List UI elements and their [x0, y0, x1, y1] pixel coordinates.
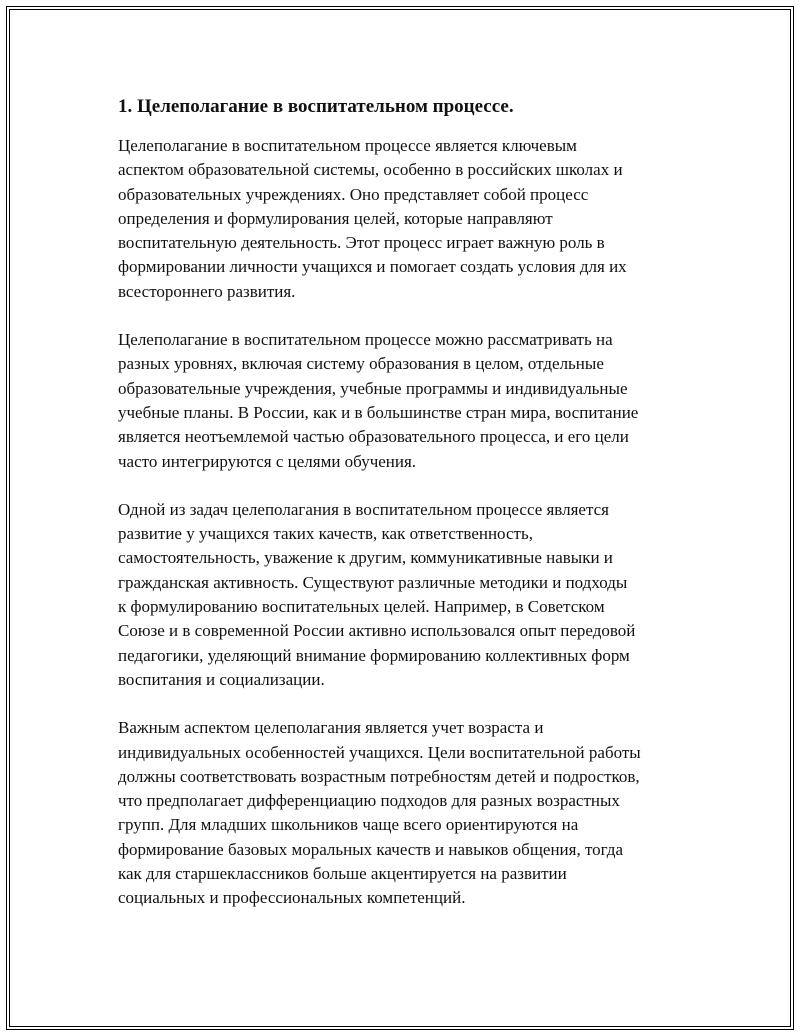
section-title: 1. Целеполагание в воспитательном процессе.: [118, 96, 514, 117]
paragraph-1: Целеполагание в воспитательном процессе является ключевым аспектом образовательной системы, особенно в российских школах и образовательных учреждениях. Оно представляет собой процесс определения и формулирования целей, которые направляют воспитательную деятельность. Этот процесс играет важную роль в формировании личности учащихся и помогает создать условия для их всестороннего развития.: [118, 136, 627, 301]
paragraph-3: Одной из задач целеполагания в воспитательном процессе является развитие у учащихся таких качеств, как ответственность, самостоятельность, уважение к другим, коммуникативные навыки и гражданская активность. Существуют различные методики и подходы к формулированию воспитательных целей. Например, в Советском Союзе и в современной России активно использовался опыт передовой педагогики, уделяющий внимание формированию коллективных форм воспитания и социализации.: [118, 499, 636, 689]
paragraph-2: Целеполагание в воспитательном процессе можно рассматривать на разных уровнях, включая систему образования в целом, отдельные образовательные учреждения, учебные программы и индивидуальные учебные планы. В России, как и в большинстве стран мира, воспитание является неотъемлемой частью образовательного процесса, и его цели часто интегрируются с целями обучения.: [118, 330, 639, 471]
document-body: [118, 92, 698, 935]
paragraph-4: Важным аспектом целеполагания является учет возраста и индивидуальных особенностей учащихся. Цели воспитательной работы должны соответствовать возрастным потребностям детей и подростков, что предполагает дифференциацию подходов для разных возрастных групп. Для младших школьников чаще всего ориентируются на формирование базовых моральных качеств и навыков общения, тогда как для старшеклассников больше акцентируется на развитии социальных и профессиональных компетенций.: [118, 718, 641, 908]
